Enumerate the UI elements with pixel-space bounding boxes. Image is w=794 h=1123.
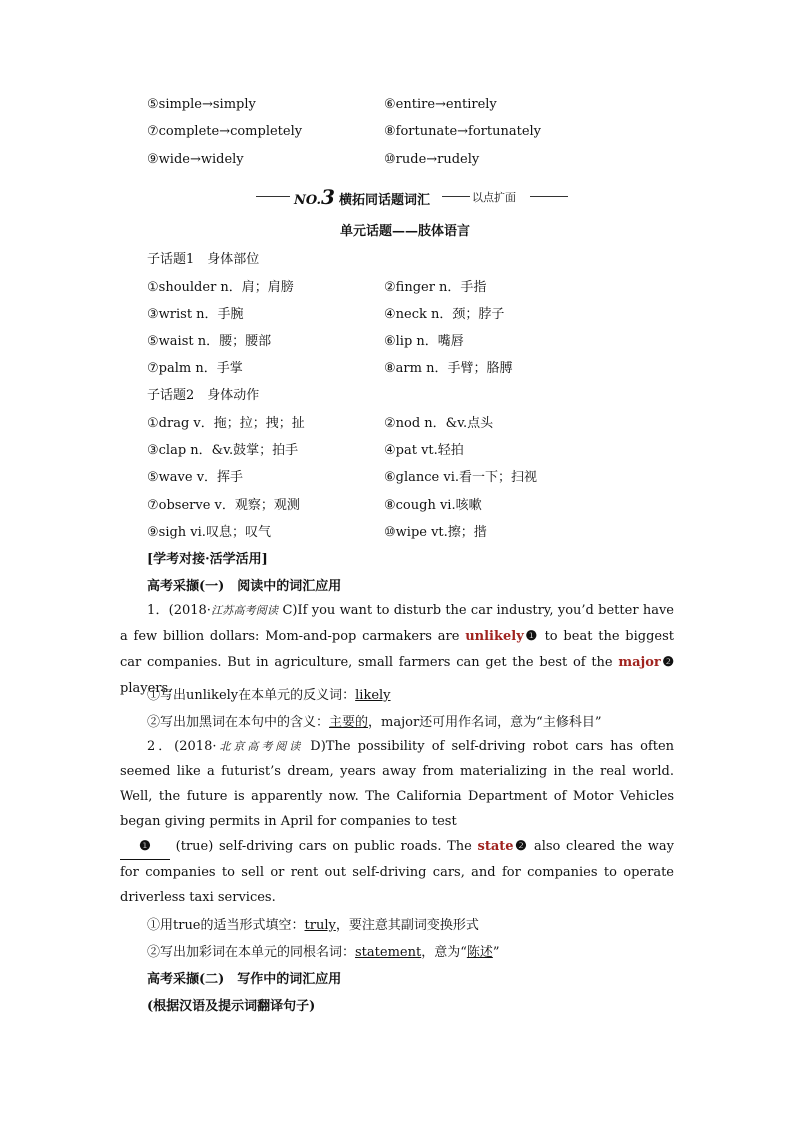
q1-text: C)If you want to disturb the car industry, you’d better have a few billion dollars: Mom-and-pop carmakers are	[120, 603, 675, 644]
q1-marker-2: ❷	[660, 655, 675, 670]
q1-source: 江苏高考阅读	[210, 604, 279, 617]
q1-answer-2-prompt: ②写出加黑词在本句中的含义：	[147, 715, 330, 730]
vocab-item: ①drag v．拖；拉；拽；扯	[147, 416, 305, 431]
q2-source: 北京高考阅读	[216, 740, 304, 753]
section-title: 横拓同话题词汇	[339, 193, 431, 208]
q2-answer-2-prompt: ②写出加彩词在本单元的同根名词：	[147, 945, 356, 960]
heading-rule-right	[530, 196, 568, 197]
vocab-item: ⑩wipe vt.擦；揩	[384, 525, 487, 540]
exam1-title: 高考采撷(一) 阅读中的词汇应用	[147, 579, 342, 594]
q1-answer-1	[147, 684, 391, 703]
q1-answer-1-prompt: ①写出unlikely在本单元的反义词：	[147, 688, 356, 703]
vocab-item: ⑤waist n．腰；腰部	[147, 334, 272, 349]
unit-topic: 单元话题——肢体语言	[340, 224, 471, 239]
word-form: ⑨wide→widely	[147, 152, 244, 167]
vocab-item: ⑧cough vi.咳嗽	[384, 498, 482, 513]
subtopic2-title: 子话题2 身体动作	[147, 388, 260, 403]
vocab-item: ⑤wave v．挥手	[147, 470, 244, 485]
q2-text: D)The possibility of self-driving robot cars has often seemed like a futurist’s dream, years away from materializing in the real world. Well, the future is apparently now. The California Department of Motor Vehicles began giving permits in April for companies to test	[120, 739, 675, 829]
vocab-item: ③wrist n．手腕	[147, 307, 244, 322]
exam2-note: (根据汉语及提示词翻译句子)	[147, 999, 316, 1014]
q2-answer-1-value: truly	[304, 918, 336, 933]
q2-answer-2-meaning: 陈述	[466, 945, 493, 960]
q1-answer-2-value: 主要的	[329, 715, 369, 730]
q2-blank: ❶	[120, 834, 170, 860]
q2-answer-2	[147, 941, 500, 960]
q1-answer-2	[147, 711, 601, 730]
q2-answer-1	[147, 914, 479, 933]
heading-rule-mid	[442, 196, 470, 197]
q2-answer-2-value: statement	[355, 945, 422, 960]
word-form: ⑦complete→completely	[147, 124, 303, 139]
q2-answer-2-note: ，意为“	[421, 945, 467, 960]
vocab-item: ①shoulder n．肩；肩膀	[147, 280, 294, 295]
q2-marker-2: ❷	[513, 839, 529, 854]
section-no-label: NO.	[294, 193, 321, 208]
q2-answer-1-note: ，要注意其副词变换形式	[335, 918, 479, 933]
vocab-item: ⑧arm n．手臂；胳膊	[384, 361, 513, 376]
q2-answer-2-end: ”	[492, 945, 500, 960]
q2-answer-1-prompt: ①用true的适当形式填空：	[147, 918, 305, 933]
practice-header: [学考对接·活学活用]	[147, 552, 268, 567]
vocab-item: ③clap n．&v.鼓掌；拍手	[147, 443, 299, 458]
q1-answer-1-value: likely	[355, 688, 391, 703]
vocab-item: ⑦palm n．手掌	[147, 361, 243, 376]
q1-highlight-major: major	[618, 655, 661, 670]
vocab-item: ⑥lip n．嘴唇	[384, 334, 464, 349]
vocab-item: ②nod n．&v.点头	[384, 416, 494, 431]
section-no-number: 3	[320, 185, 335, 209]
word-form: ⑩rude→rudely	[384, 152, 480, 167]
q1-text: players.	[120, 681, 173, 696]
q1-marker-1: ❶	[523, 629, 539, 644]
q1-number: 1．(2018·	[147, 603, 211, 618]
word-form: ⑧fortunate→fortunately	[384, 124, 542, 139]
vocab-item: ⑥glance vi.看一下；扫视	[384, 470, 537, 485]
q2-text: also cleared the way for companies to sell or rent out self-driving cars, and for companies to operate driverless taxi services.	[120, 839, 674, 905]
word-form: ⑥entire→entirely	[384, 97, 497, 112]
vocab-item: ④neck n．颈；脖子	[384, 307, 505, 322]
q1-answer-2-note: ，major还可用作名词，意为“主修科目”	[368, 715, 602, 730]
vocab-item: ②finger n．手指	[384, 280, 487, 295]
q2-number: 2．(2018·	[147, 739, 217, 754]
section-heading	[294, 185, 430, 209]
vocab-item: ⑦observe v．观察；观测	[147, 498, 300, 513]
question-2	[120, 734, 674, 910]
q2-text: (true) self-driving cars on public roads. The	[170, 839, 478, 854]
exam2-title: 高考采撷(二) 写作中的词汇应用	[147, 972, 342, 987]
heading-rule-left	[256, 196, 290, 197]
q1-text: to beat the biggest car companies. But in agriculture, small farmers can get the best of the	[120, 629, 675, 670]
q2-highlight-state: state	[477, 839, 514, 854]
section-subtitle: 以点扩面	[472, 191, 516, 204]
vocab-item: ⑨sigh vi.叹息；叹气	[147, 525, 271, 540]
q1-highlight-unlikely: unlikely	[465, 629, 524, 644]
subtopic1-title: 子话题1 身体部位	[147, 252, 260, 267]
word-form: ⑤simple→simply	[147, 97, 256, 112]
vocab-item: ④pat vt.轻拍	[384, 443, 464, 458]
